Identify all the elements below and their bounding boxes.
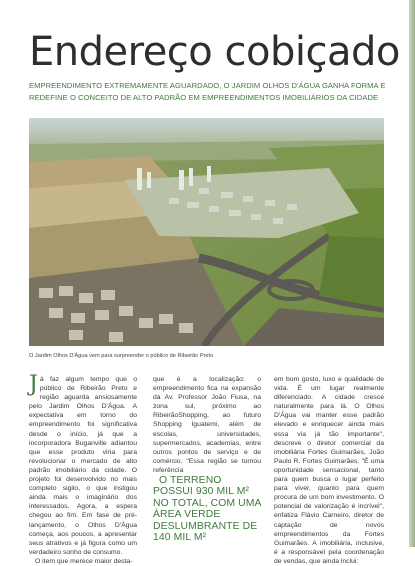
pull-quote: O TERRENO POSSUI 930 MIL M² NO TOTAL, COM UMA ÁREA VERDE DESLUMBRANTE DE 140 MIL M² [153,475,261,544]
aerial-photo [29,118,384,346]
paragraph: O item que merece maior desta- [35,557,133,565]
paragraph: que é a localização: o empreendimento fica na expansão da Av. Professor João Fiusa, na zona sul, próximo ao RibeirãoShopping, ao futuro Shopping Iguatemi, além de escolas, universidades, supermercados, academias, entre outros pontos de serviço e de comércio. "Essa região se tornou referência [153,376,261,474]
photo-caption: O Jardim Olhos D'Água vem para surpreender o público de Ribeirão Preto [29,353,214,359]
drop-cap: J [29,372,38,397]
page-subtitle: EMPREENDIMENTO EXTREMAMENTE AGUARDADO, O JARDIM OLHOS D'ÁGUA GANHA FORMA E REDEFINE O CONCEITO DE ALTO PADRÃO EM EMPREENDIMENTOS IMOBILIÁRIOS DA CIDADE [29,81,386,102]
article-column-2 [153,375,261,543]
paragraph [29,372,137,557]
page-title: Endereço cobiçado [29,29,400,75]
paragraph-text: á faz algum tempo que o público de Ribeirão Preto e região aguarda ansiosamente pelo Jardim Olhos D'Água. A expectativa em torno do empreendimento foi significativa desde o início, já que a incorporadora Buganville adiantou que esse produto viria para revolucionar o mercado de alto padrão imobiliário da cidade. O projeto foi desenvolvido no mais completo sigilo, o que instigou ainda mais o imaginário dos interessados. Agora, a espera chegou ao fim. Em fase de pré-lançamento, o Olhos D'Água começa, aos poucos, a apresentar seus atrativos e já figura como um verdadeiro sonho de consumo. [29,376,137,556]
paragraph: em bom gosto, luxo e qualidade de vida. É um lugar realmente diferenciado. A cidade cresce naturalmente para lá. O Olhos D'Água vai manter esse padrão elevado e enriquecer ainda mais essa via já tão importante", descreve o diretor comercial da imobiliária Fortes Guimarães, João Paulo R. Fortes Guimarães. "É uma oportunidade sensacional, tanto para quem busca o lugar perfeito para viver, quanto para quem procura de um bom investimento. O potencial de valorização é incrível", enfatiza Flávio Carneiro, diretor de captação de novos empreendimentos da Fortes Guimarães. A imobiliária, inclusive, é a responsável pela coordenação de vendas, que ainda inclui: [274,376,384,565]
page-edge [409,0,415,547]
article-column-3 [274,375,384,566]
article-column-1 [29,372,137,566]
